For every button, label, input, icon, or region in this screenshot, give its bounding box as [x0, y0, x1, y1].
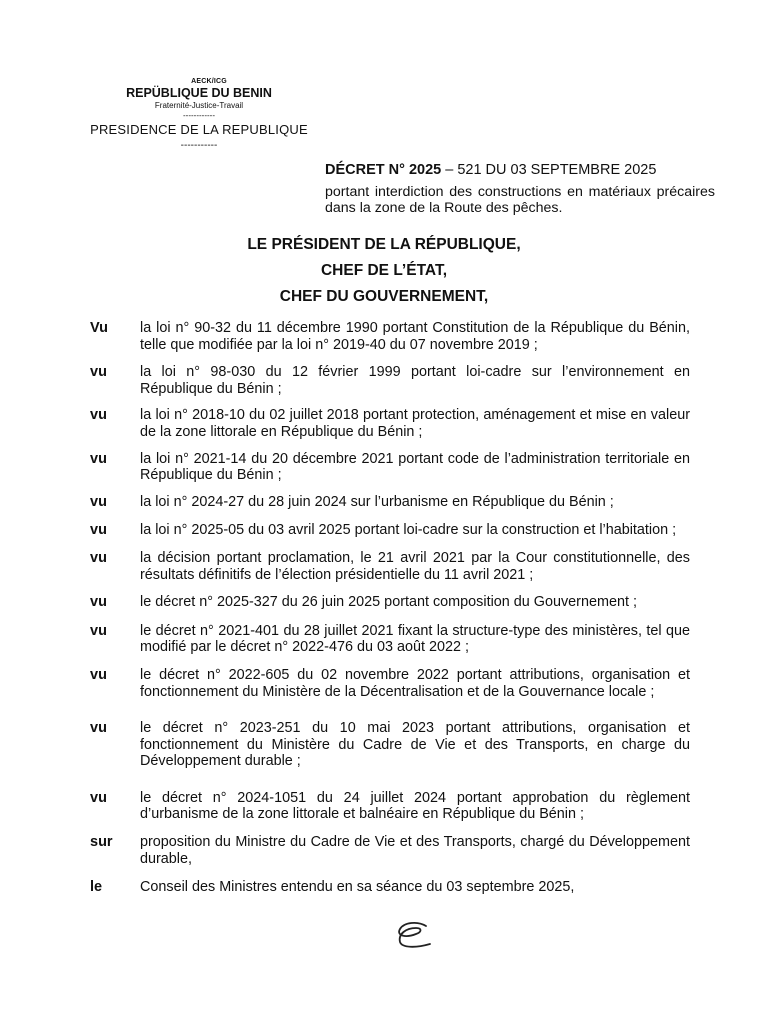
visa-label: vu — [90, 450, 107, 467]
president-title: LE PRÉSIDENT DE LA RÉPUBLIQUE, — [247, 236, 521, 253]
separator: ----------- — [180, 140, 218, 151]
decree-number: DÉCRET N° 2025 — [325, 162, 442, 178]
visa-label: sur — [90, 834, 113, 851]
visa-label: le — [90, 879, 103, 896]
visa-label: vu — [90, 549, 107, 566]
visa-label: vu — [90, 789, 107, 806]
visa-label: vu — [90, 407, 107, 424]
separator: ------------ — [183, 111, 215, 120]
letterhead — [88, 78, 310, 151]
visa-text: la décision portant proclamation, le 21 avril 2021 par la Cour constitutionnelle, des résultats définitifs de l’élection présidentielle du 11 avril 2021 ; — [140, 549, 690, 583]
visa-text: la loi n° 98-030 du 12 février 1999 portant loi-cadre sur l’environnement en République du Bénin ; — [140, 364, 690, 397]
visa-text: le décret n° 2023-251 du 10 mai 2023 portant attributions, organisation et fonctionnement du Ministère du Cadre de Vie et des Transports, en charge du Développement durable ; — [140, 720, 690, 770]
decree-title — [325, 162, 715, 178]
visa-label: vu — [90, 364, 107, 381]
visa-text: la loi n° 2018-10 du 02 juillet 2018 portant protection, aménagement et mise en valeur de la zone littorale en République du Bénin ; — [140, 407, 690, 440]
visa-text: le décret n° 2022-605 du 02 novembre 2022 portant attributions, organisation et fonctionnement du Ministère de la Décentralisation et de la Gouvernance locale ; — [140, 666, 690, 700]
national-motto: Fraternité-Justice-Travail — [154, 101, 244, 110]
visa-label: vu — [90, 622, 107, 639]
visa-label: vu — [90, 522, 107, 539]
visa-item — [90, 451, 690, 484]
visa-item — [90, 834, 690, 867]
head-of-government-title: CHEF DU GOUVERNEMENT, — [279, 288, 489, 305]
visa-item — [90, 667, 690, 700]
visa-item — [90, 879, 690, 896]
head-of-state-title: CHEF DE L’ÉTAT, — [320, 262, 447, 279]
visa-label: vu — [90, 594, 107, 611]
visa-text: le décret n° 2021-401 du 28 juillet 2021 fixant la structure-type des ministères, tel que modifié par le décret n° 2022-476 du 03 août 2022 ; — [140, 622, 690, 656]
visa-label: vu — [90, 720, 107, 737]
visa-item — [90, 720, 690, 770]
visa-label: Vu — [90, 320, 108, 336]
visa-item — [90, 494, 690, 511]
visa-text: la loi n° 2024-27 du 28 juin 2024 sur l’urbanisme en République du Bénin ; — [140, 493, 614, 510]
decree-heading — [325, 162, 715, 216]
visa-item — [90, 407, 690, 440]
visa-item — [90, 790, 690, 823]
visa-item — [90, 594, 690, 611]
visa-item — [90, 522, 690, 539]
visa-item — [90, 320, 690, 353]
visa-label: vu — [90, 666, 107, 683]
visa-item — [90, 364, 690, 397]
visa-text: proposition du Ministre du Cadre de Vie et des Transports, chargé du Développement durable, — [140, 834, 690, 867]
visa-list — [90, 320, 690, 896]
country-name: REPÜBLIQUE DU BENIN — [126, 86, 272, 100]
visa-text: le décret n° 2024-1051 du 24 juillet 2024 portant approbation du règlement d’urbanisme de la zone littorale et balnéaire en République du Bénin ; — [140, 789, 690, 823]
visa-item — [90, 550, 690, 583]
visa-text: Conseil des Ministres entendu en sa séance du 03 septembre 2025, — [140, 879, 575, 896]
visa-text: la loi n° 2021-14 du 20 décembre 2021 portant code de l’administration territoriale en République du Bénin ; — [140, 450, 690, 484]
initials-signature-icon — [392, 920, 436, 954]
visa-text: le décret n° 2025-327 du 26 juin 2025 portant composition du Gouvernement ; — [140, 594, 637, 611]
decree-date: – 521 DU 03 SEPTEMBRE 2025 — [441, 162, 657, 178]
visa-text: la loi n° 90-32 du 11 décembre 1990 portant Constitution de la République du Bénin, telle que modifiée par la loi n° 2019-40 du 07 novembre 2019 ; — [140, 320, 690, 353]
visa-text: la loi n° 2025-05 du 03 avril 2025 portant loi-cadre sur la construction et l’habitation ; — [140, 522, 677, 539]
visa-item — [90, 623, 690, 656]
reference-code: AECK/ICG — [191, 78, 227, 85]
institution-name: PRESIDENCE DE LA REPUBLIQUE — [90, 122, 308, 137]
decree-object: portant interdiction des constructions en matériaux précaires dans la zone de la Route des pêches. — [325, 184, 715, 216]
visa-label: vu — [90, 493, 107, 510]
